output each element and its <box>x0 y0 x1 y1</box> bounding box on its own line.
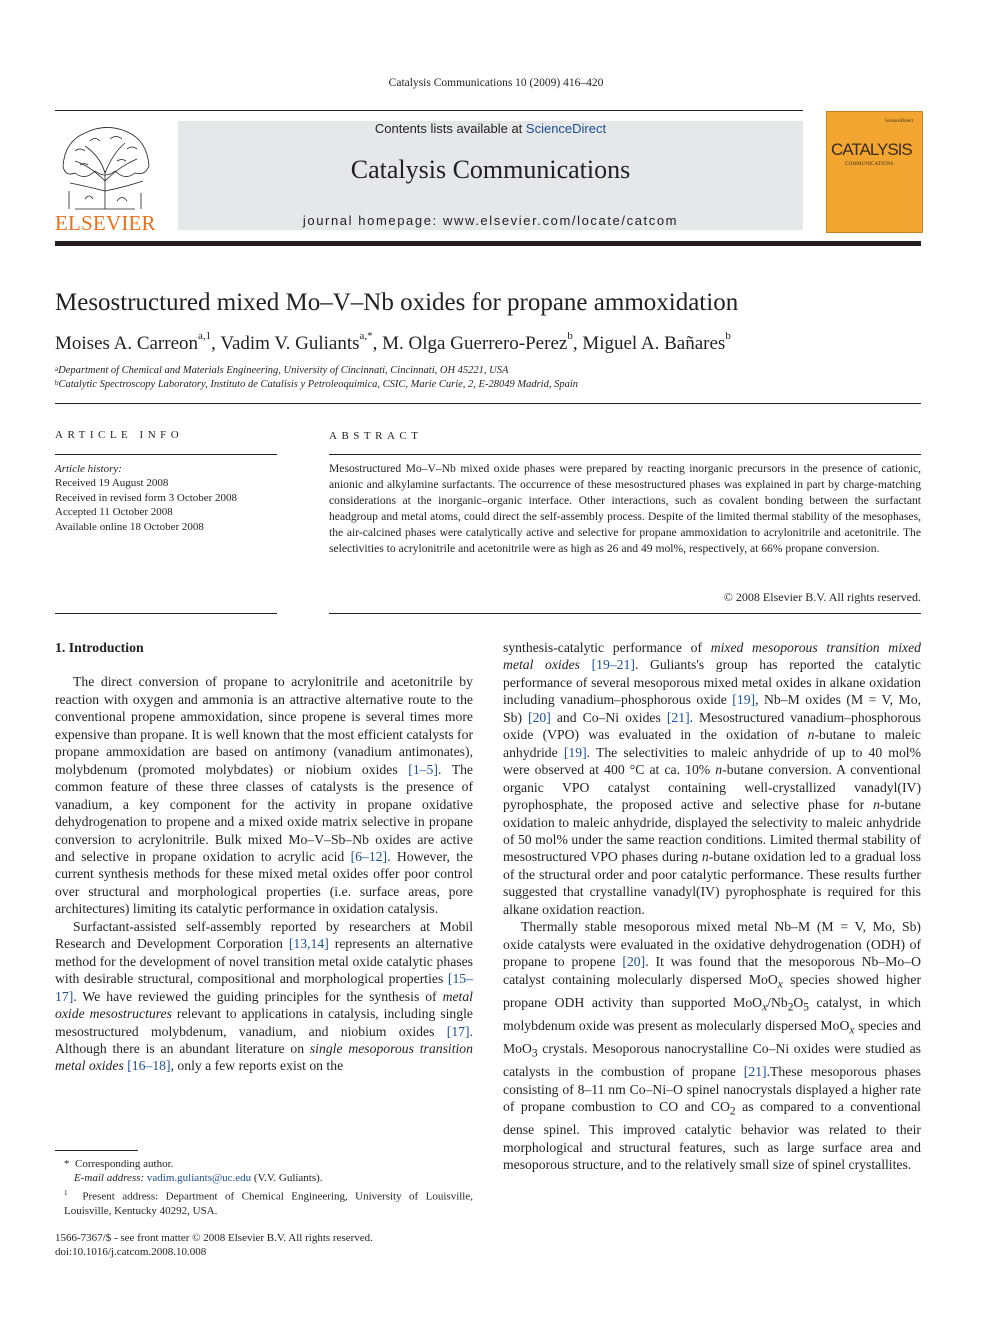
journal-cover-thumbnail <box>826 111 923 233</box>
text: , Nb–M oxides (M = V, Mo, Sb) <box>503 692 921 725</box>
subscript: 2 <box>729 1106 736 1118</box>
citation-link[interactable]: [17] <box>446 1023 470 1039</box>
masthead-thick-rule <box>55 241 921 246</box>
affiliation-b <box>55 379 578 390</box>
author-name: M. Olga Guerrero-Perez <box>382 333 568 354</box>
text: represents an alternative method for the development of novel transition metal oxide catalytic phases with desirable structural, compositional and morphological properties <box>55 936 473 987</box>
emphasis: n <box>701 849 709 865</box>
contents-prefix: Contents lists available at <box>374 121 526 136</box>
affiliation-text: Department of Chemical and Materials Engineering, University of Cincinnati, Cincinnati, OH 45221, USA <box>58 365 509 376</box>
email-label: E-mail address: <box>74 1172 145 1185</box>
issn-line: 1566-7367/$ - see front matter © 2008 Elsevier B.V. All rights reserved. <box>55 1232 373 1244</box>
section-heading: 1. Introduction <box>55 640 144 655</box>
citation-link[interactable]: [19] <box>732 692 756 708</box>
affiliation-text: Catalytic Spectroscopy Laboratory, Instituto de Catalisis y Petroleoquimica, CSIC, Marie Curie, 2, E-28049 Madrid, Spain <box>58 379 579 390</box>
text: O <box>793 994 804 1010</box>
text: , only a few reports exist on the <box>170 1058 344 1074</box>
author-name: Vadim V. Guliants <box>220 333 360 354</box>
doi-line[interactable]: doi:10.1016/j.catcom.2008.10.008 <box>55 1246 207 1259</box>
affiliation-rule <box>55 403 921 404</box>
citation-link[interactable]: [20] <box>622 954 646 970</box>
citation-link[interactable]: [16–18] <box>127 1058 171 1074</box>
abstract-text: Mesostructured Mo–V–Nb mixed oxide phases were prepared by reacting inorganic precursors in the presence of cationic, anionic and alkylamine surfactants. The occurrence of these mesostructured phases was explained in part by charge-matching considerations at the inorganic–organic interface. Other interactions, such as covalent bonding between the surfactant headgroup and metal atoms, could direct the self-assembly process. Despite of the limited thermal stability of the mesophases, the air-calcined phases were catalytically active and selective for propane ammoxidation to acrylonitrile and acetonitrile. The selectivities to acrylonitrile and acetonitrile were as high as 26 and 49 mol%, respectively, at 66% propane conversion. <box>329 462 921 555</box>
contents-line <box>178 121 803 136</box>
subscript: 2 <box>787 1001 794 1014</box>
emphasis: mixed mesoporous transition mixed metal oxides <box>503 640 921 673</box>
citation-link[interactable]: [6–12] <box>350 848 388 864</box>
footnotes <box>55 1157 473 1218</box>
article-title: Mesostructured mixed Mo–V–Nb oxides for propane ammoxidation <box>55 289 739 316</box>
cover-title: CATALYSIS <box>831 140 912 159</box>
text: Thermally stable mesoporous mixed metal Nb–M (M = V, Mo, Sb) oxide catalysts were evaluated in the oxidative dehydrogenation (ODH) of propane to propene <box>503 919 921 970</box>
text: -butane conversion. A conventional organic VPO catalyst containing well-crystallized vanadyl(IV) pyrophosphate, the proposed active and selective phase for <box>503 762 922 813</box>
present-address-note: Present address: Department of Chemical Engineering, University of Louisville, Louisville, Kentucky 40292, USA. <box>64 1190 473 1217</box>
journal-citation: Catalysis Communications 10 (2009) 416–420 <box>388 77 604 89</box>
publisher-wordmark: ELSEVIER <box>55 211 156 235</box>
history-accepted: Accepted 11 October 2008 <box>55 506 173 519</box>
citation-link[interactable]: [13,14] <box>288 936 329 952</box>
sciencedirect-link[interactable]: ScienceDirect <box>525 121 607 136</box>
paragraph <box>55 673 473 917</box>
text: . It was found that the mesoporous Nb–Mo–O catalyst containing molecularly dispersed MoO <box>503 954 921 987</box>
citation-link[interactable]: [15–17] <box>55 971 473 1004</box>
subscript: 3 <box>531 1047 538 1060</box>
journal-title: Catalysis Communications <box>350 155 631 184</box>
author-list: Moises A. Carreon$^{a,1}$, Vadim V. Guliants$^{a,*}$, M. Olga Guerrero-Perez$^b$, Miguel A. Bañares$^b$ <box>55 330 731 354</box>
footnote-mark: * <box>64 1158 70 1170</box>
author-name: Moises A. Carreon <box>55 333 199 354</box>
issn-block <box>55 1231 373 1259</box>
body-right-column <box>503 639 921 1174</box>
body-left-column <box>55 639 473 1075</box>
text: -butane oxidation to maleic anhydride, displayed the selectivity to maleic anhydride of 50 mol% under the same reaction conditions. Limited thermal stability of mesostructured VPO phases during <box>503 797 921 865</box>
text: . Guliants's group has reported the catalytic performance of several mesoporous mixed metal oxides in alkane oxidation including vanadium–phosphorous oxide <box>503 657 921 708</box>
text: . The selectivities to maleic anhydride of up to 40 mol% were observed at 400 °C at ca. 10% <box>503 744 921 778</box>
subscript: 5 <box>803 1001 809 1014</box>
author-sup: b <box>567 330 573 342</box>
header-rule <box>55 110 803 111</box>
cover-subtitle: COMMUNICATIONS <box>845 162 894 167</box>
text: . However, the current synthesis methods for these mixed metal oxides offer poor control over structural and morphological properties (i.e. surface areas, pore architectures) limiting its catalytic performance in oxidation catalysis. <box>55 848 473 917</box>
text: and Co–Ni oxides <box>550 709 667 725</box>
paragraph <box>503 639 921 918</box>
text: species showed higher propane ODH activity than supported MoO <box>503 971 922 1010</box>
text: The direct conversion of propane to acrylonitrile and acetonitrile by reaction with oxygen and ammonia is an attractive alternative route to the conventional propene ammoxidation, since propene is several times more expensive than propane. It is well known that the most efficient catalysts for propane ammoxidation are based on antimony (vanadium antimonates), molybdenum (promoted molybdates) or niobium oxides <box>55 674 473 777</box>
abstract-bottom-rule <box>329 613 921 614</box>
masthead-banner <box>178 121 803 230</box>
text: -butane oxidation led to a gradual loss of the structural order and poor catalytic performance. These results further suggested that crystalline vanadyl(IV) pyrophosphate is required for this alkane oxidation reaction. <box>503 849 922 917</box>
citation-link[interactable]: [19–21] <box>591 657 635 673</box>
history-received: Received 19 August 2008 <box>55 477 169 490</box>
email-owner: (V.V. Guliants). <box>253 1172 323 1185</box>
text: crystals. Mesoporous nanocrystalline Co–Ni oxides were studied as catalysts in the combustion of propane <box>503 1041 921 1080</box>
text: -butane to maleic anhydride <box>503 727 921 760</box>
text: . Although there is an abundant literature on <box>55 1023 473 1056</box>
email-link[interactable]: vadim.guliants@uc.edu <box>146 1172 252 1185</box>
affiliation-label: a <box>55 365 59 373</box>
text: relevant to applications in catalysis, including single mesostructured molybdenum, vanadium, and niobium oxides <box>55 1006 473 1039</box>
citation-link[interactable]: [19] <box>563 744 587 760</box>
text: catalyst, in which molybdenum oxide was present as molecularly dispersed MoO <box>503 994 922 1033</box>
article-info-heading: ARTICLE INFO <box>55 429 184 441</box>
article-info-rule <box>55 454 277 455</box>
text: as compared to a conventional dense spinel. This improved catalytic behavior was related to their morphological and structural features, such as large surface area and mesoporous structure, and to the relatively small size of spinel crystallites. <box>503 1099 921 1173</box>
footnote-rule <box>55 1150 138 1151</box>
abstract-copyright: © 2008 Elsevier B.V. All rights reserved. <box>723 590 921 604</box>
history-online: Available online 18 October 2008 <box>55 520 204 533</box>
citation-link[interactable]: [1–5] <box>408 761 438 777</box>
citation-link[interactable]: [21] <box>743 1064 767 1080</box>
citation-link[interactable]: [20] <box>528 709 551 725</box>
text: .These mesoporous phases consisting of 8–11 nm Co–Ni–O spinel nanocrystals displayed a higher rate of propane combustion to CO and CO <box>503 1064 922 1115</box>
author-sup: a,1 <box>198 330 212 342</box>
emphasis: n <box>807 727 815 743</box>
paragraph <box>55 918 473 1075</box>
article-info-bottom-rule <box>55 613 277 614</box>
emphasis: metal oxide mesostructures <box>55 988 473 1022</box>
citation-link[interactable]: [21] <box>666 709 690 725</box>
subscript: x <box>849 1024 855 1037</box>
history-label: Article history: <box>55 463 122 475</box>
affiliation-a <box>55 365 508 376</box>
author-sup: b <box>725 330 731 342</box>
history-revised: Received in revised form 3 October 2008 <box>55 491 238 504</box>
emphasis: single mesoporous transition metal oxides <box>55 1040 473 1074</box>
text: species and MoO <box>503 1017 921 1057</box>
journal-homepage[interactable]: journal homepage: www.elsevier.com/locate/catcom <box>302 213 679 228</box>
text: . We have reviewed the guiding principles for the synthesis of <box>73 988 443 1004</box>
text: . Mesostructured vanadium–phosphorous oxide (VPO) was evaluated in the oxidation of <box>503 709 921 743</box>
emphasis: n <box>873 797 880 813</box>
text: synthesis-catalytic performance of <box>503 640 711 655</box>
abstract-rule <box>329 454 921 455</box>
text: Surfactant-assisted self-assembly reported by researchers at Mobil Research and Development Corporation <box>55 918 473 952</box>
paragraph <box>503 918 921 1174</box>
subscript: x <box>777 978 783 991</box>
affiliation-label: b <box>55 379 59 387</box>
article-history <box>55 462 277 534</box>
footnote-mark: 1 <box>64 1188 68 1197</box>
emphasis: n <box>715 762 723 778</box>
author-sup: a,* <box>359 330 373 342</box>
text: /Nb <box>767 994 788 1010</box>
subscript: x <box>762 1001 768 1014</box>
abstract-heading: ABSTRACT <box>329 430 423 442</box>
author-name: Miguel A. Bañares <box>582 333 726 354</box>
corresponding-author-note: Corresponding author. <box>75 1158 174 1170</box>
cover-mark: ScienceDirect <box>885 119 914 124</box>
text: . The common feature of these three classes of catalysts is the presence of vanadium, a key component for the activity in propane oxidative dehydrogenation to propene and a mixed oxide matrix selective in propane conversion to acrylonitrile. Bulk mixed Mo–V–Sb–Nb oxides are active and selective in propane oxidation to acrylic acid <box>55 761 473 864</box>
